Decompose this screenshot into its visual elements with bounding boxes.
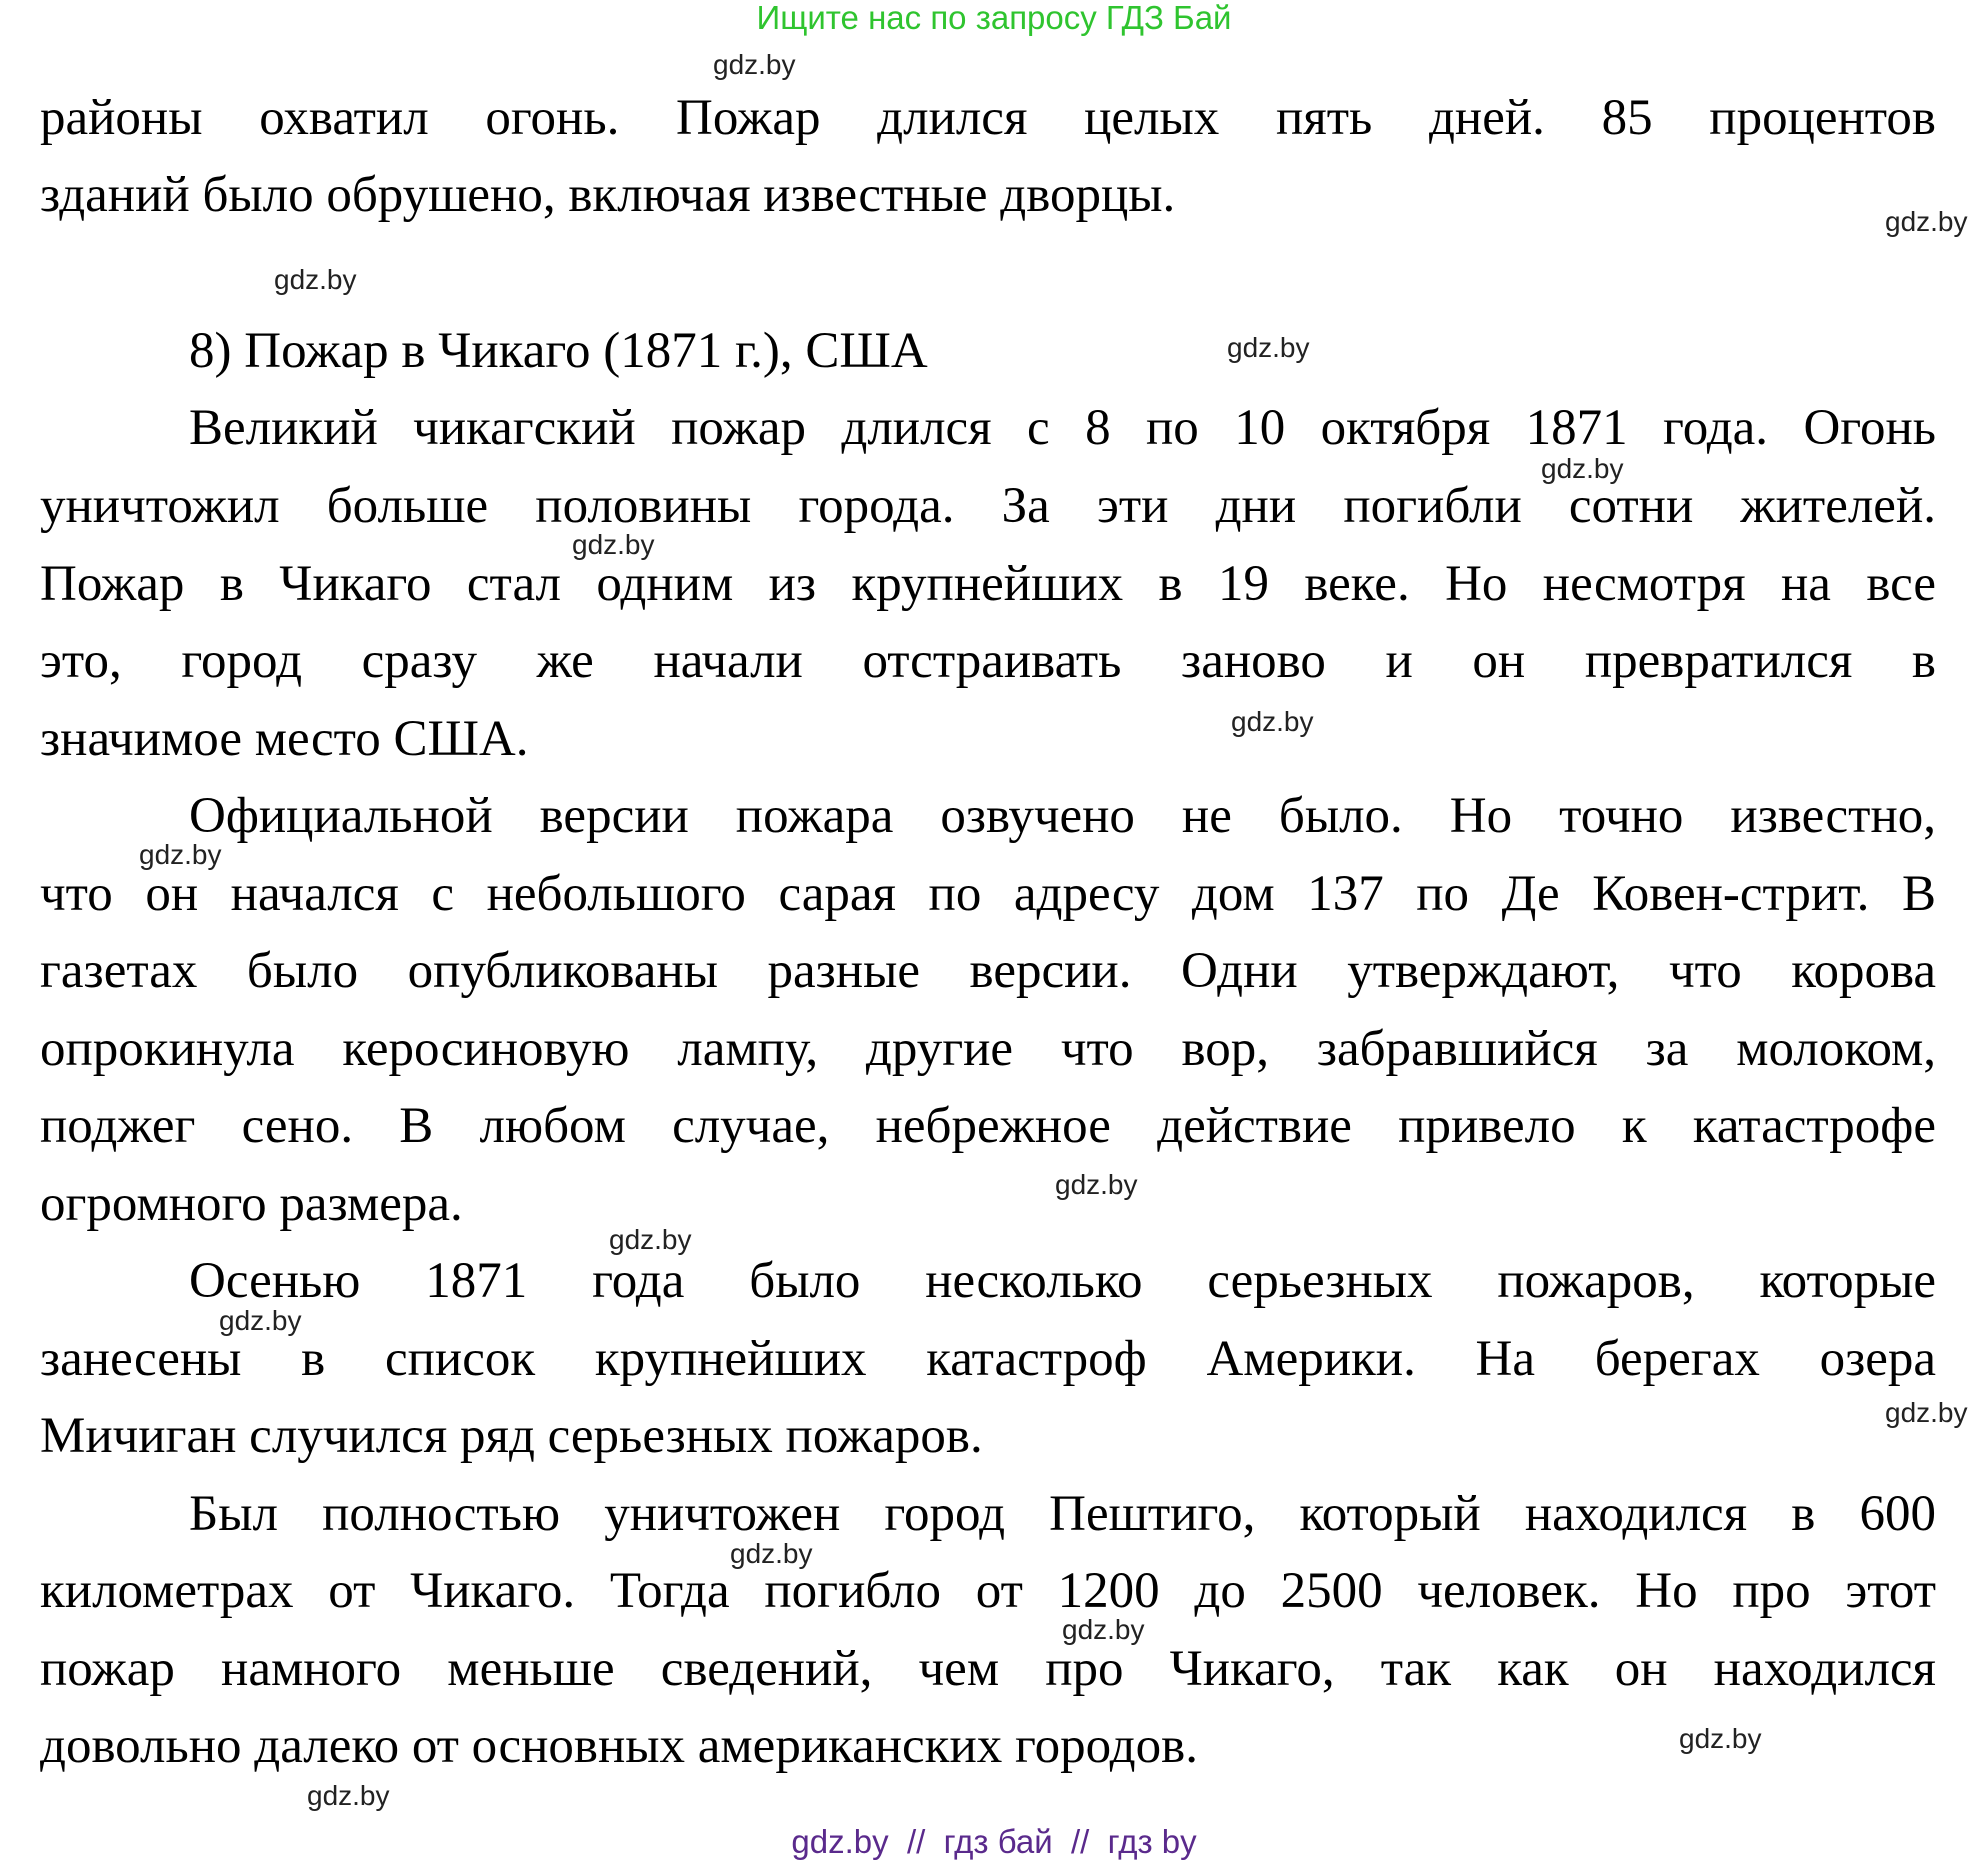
- text-line: довольно далеко от основных американских городов.: [40, 1718, 1198, 1774]
- search-banner: Ищите нас по запросу ГДЗ Бай: [756, 0, 1232, 36]
- text-line: поджег сено. В любом случае, небрежное действие привело к катастрофе: [40, 1098, 1936, 1154]
- text-line: что он начался с небольшого сарая по адресу дом 137 по Де Ковен-стрит. В: [40, 866, 1936, 922]
- text-line: уничтожил больше половины города. За эти дни погибли сотни жителей.: [40, 478, 1936, 534]
- watermark: gdz.by: [1885, 206, 1968, 237]
- text-line: газетах было опубликованы разные версии. Одни утверждают, что корова: [40, 943, 1936, 999]
- watermark: gdz.by: [139, 839, 222, 870]
- watermark: gdz.by: [713, 49, 796, 80]
- text-line: Пожар в Чикаго стал одним из крупнейших в 19 веке. Но несмотря на все: [40, 556, 1936, 612]
- text-line: Осенью 1871 года было несколько серьезных пожаров, которые: [189, 1253, 1936, 1309]
- text-line: значимое место США.: [40, 711, 529, 767]
- watermark: gdz.by: [274, 264, 357, 295]
- watermark: gdz.by: [1062, 1614, 1145, 1645]
- text-line: пожар намного меньше сведений, чем про Чикаго, так как он находился: [40, 1641, 1936, 1697]
- text-line: это, город сразу же начали отстраивать заново и он превратился в: [40, 633, 1936, 689]
- watermark: gdz.by: [1227, 332, 1310, 363]
- watermark: gdz.by: [572, 529, 655, 560]
- text-line: районы охватил огонь. Пожар длился целых пять дней. 85 процентов: [40, 90, 1936, 146]
- site-footer-banner: gdz.by // гдз бай // гдз by: [791, 1823, 1197, 1860]
- text-line: Официальной версии пожара озвучено не было. Но точно известно,: [189, 788, 1936, 844]
- watermark: gdz.by: [1541, 453, 1624, 484]
- text-line: Был полностью уничтожен город Пештиго, который находился в 600: [189, 1486, 1936, 1542]
- text-line: опрокинула керосиновую лампу, другие что вор, забравшийся за молоком,: [40, 1021, 1936, 1077]
- watermark: gdz.by: [1679, 1723, 1762, 1754]
- section-heading: 8) Пожар в Чикаго (1871 г.), США: [189, 323, 928, 379]
- watermark: gdz.by: [1231, 706, 1314, 737]
- text-line: занесены в список крупнейших катастроф Америки. На берегах озера: [40, 1331, 1936, 1387]
- watermark: gdz.by: [1055, 1169, 1138, 1200]
- text-line: зданий было обрушено, включая известные дворцы.: [40, 167, 1176, 223]
- text-line: километрах от Чикаго. Тогда погибло от 1200 до 2500 человек. Но про этот: [40, 1563, 1936, 1619]
- watermark: gdz.by: [307, 1780, 390, 1811]
- watermark: gdz.by: [1885, 1397, 1968, 1428]
- text-line: Мичиган случился ряд серьезных пожаров.: [40, 1408, 983, 1464]
- text-line: огромного размера.: [40, 1176, 463, 1232]
- watermark: gdz.by: [609, 1224, 692, 1255]
- watermark: gdz.by: [219, 1305, 302, 1336]
- watermark: gdz.by: [730, 1538, 813, 1569]
- text-line: Великий чикагский пожар длился с 8 по 10 октября 1871 года. Огонь: [189, 400, 1936, 456]
